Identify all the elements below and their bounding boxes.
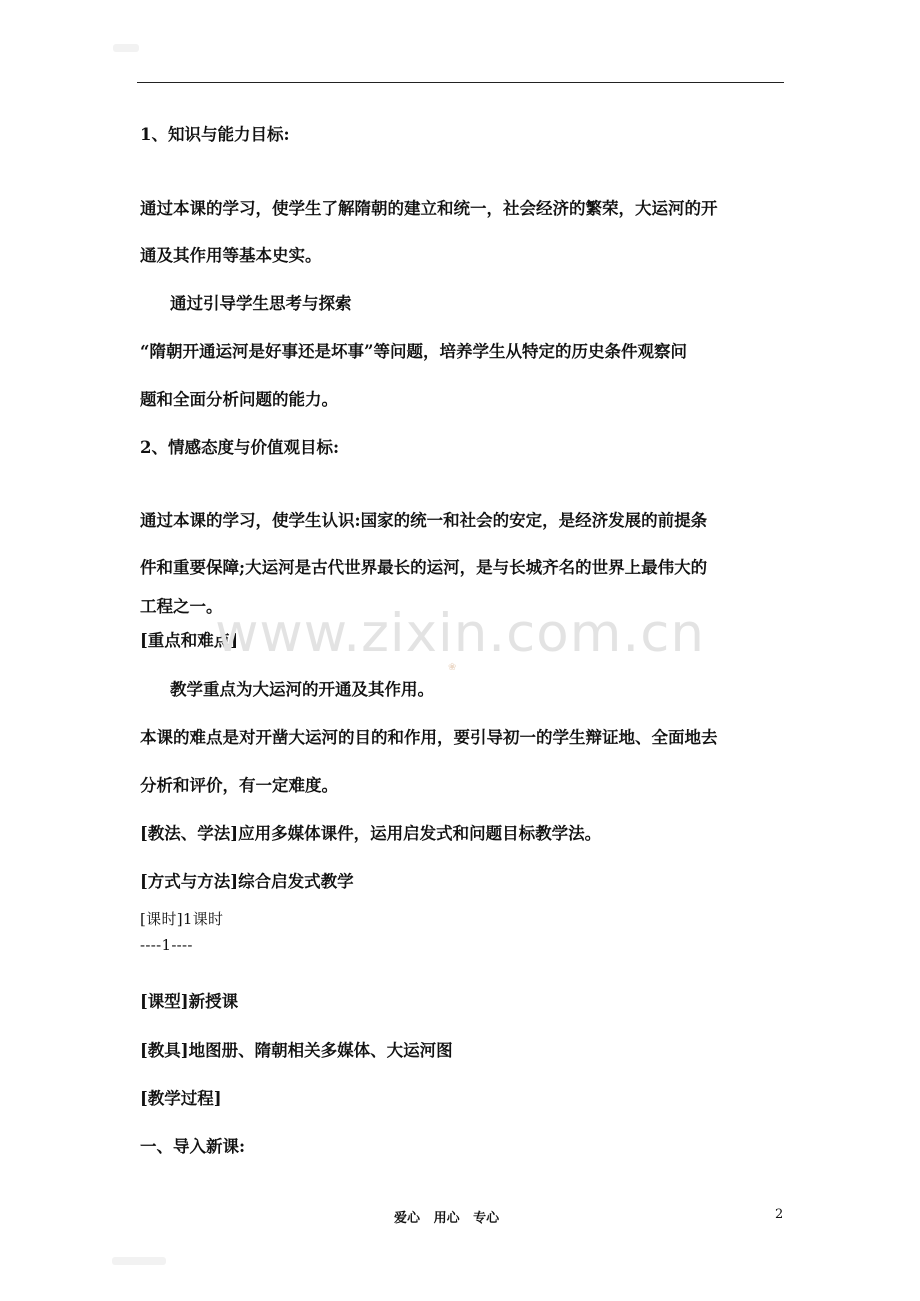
body-line: 教学重点为大运河的开通及其作用。 <box>170 680 434 699</box>
corner-mark-bottom <box>112 1257 166 1265</box>
objective-1-heading: 1、知识与能力目标: <box>140 125 290 144</box>
body-line: 通过本课的学习，使学生了解隋朝的建立和统一，社会经济的繁荣，大运河的开 <box>140 199 718 218</box>
page-number: 2 <box>775 1207 784 1222</box>
body-line: 通过引导学生思考与探索 <box>170 294 352 313</box>
watermark-text: www.zixin.com.cn <box>215 603 705 664</box>
body-line: 分析和评价，有一定难度。 <box>140 776 338 795</box>
body-line: 工程之一。 <box>140 597 223 616</box>
section-approach: [方式与方法]综合启发式教学 <box>140 872 354 891</box>
section-teaching-process: [教学过程] <box>140 1089 222 1108</box>
body-line: “隋朝开通运河是好事还是坏事”等问题，培养学生从特定的历史条件观察问 <box>140 342 687 361</box>
body-line: 题和全面分析问题的能力。 <box>140 390 338 409</box>
watermark-icon: ❀ <box>448 662 457 673</box>
body-line: 本课的难点是对开凿大运河的目的和作用，要引导初一的学生辩证地、全面地去 <box>140 728 718 747</box>
objective-2-heading: 2、情感态度与价值观目标: <box>140 438 340 457</box>
section-introduction: 一、导入新课: <box>140 1137 246 1156</box>
body-line: 通过本课的学习，使学生认识:国家的统一和社会的安定，是经济发展的前提条 <box>140 511 708 530</box>
body-line: 件和重要保障;大运河是古代世界最长的运河，是与长城齐名的世界上最伟大的 <box>140 558 708 577</box>
page-separator: ----1---- <box>140 936 193 954</box>
corner-mark-top <box>113 44 139 52</box>
header-rule <box>137 82 784 83</box>
section-teaching-method: [教法、学法]应用多媒体课件，运用启发式和问题目标教学法。 <box>140 824 602 843</box>
section-lesson-type: [课型]新授课 <box>140 992 239 1011</box>
section-heading-key-points: [重点和难点] <box>140 631 239 650</box>
footer-motto: 爱心 用心 专心 <box>394 1211 500 1226</box>
section-teaching-aids: [教具]地图册、隋朝相关多媒体、大运河图 <box>140 1041 453 1060</box>
body-line: 通及其作用等基本史实。 <box>140 246 322 265</box>
section-class-hours: [课时]1课时 <box>140 910 224 928</box>
